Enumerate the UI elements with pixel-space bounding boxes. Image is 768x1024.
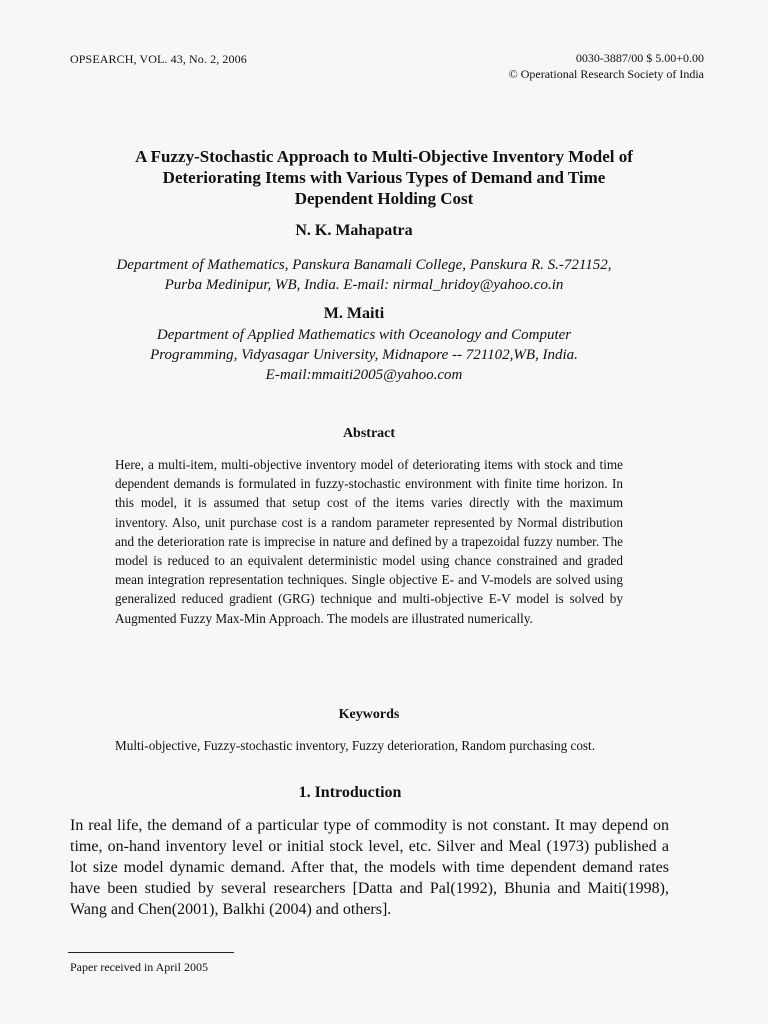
affiliation-line: Department of Applied Mathematics with Oceanology and Computer: [156, 327, 572, 343]
introduction-heading: 1. Introduction: [298, 784, 402, 801]
keywords-text: Multi-objective, Fuzzy-stochastic inventory, Fuzzy deterioration, Random purchasing cost.: [115, 738, 596, 753]
keywords-heading: Keywords: [338, 707, 400, 722]
author-affiliation: [40, 255, 688, 295]
abstract-text: Here, a multi-item, multi-objective inventory model of deteriorating items with stock and time dependent demands is formulated in fuzzy-stochastic environment with finite time horizon. In this model, it is assumed that setup cost of the items varies directly with the maximum inventory. Also, unit purchase cost is a random parameter represented by Normal distribution and the deterioration rate is imprecise in nature and defined by a trapezoidal fuzzy number. The model is reduced to an equivalent deterministic model using chance constrained and graded mean integration representation techniques. Single objective E- and V-models are solved using generalized reduced gradient (GRG) technique and multi-objective E-V model is solved by Augmented Fuzzy Max-Min Approach. The models are illustrated numerically.: [115, 457, 623, 626]
affiliation-line: Department of Mathematics, Panskura Banamali College, Panskura R. S.-721152,: [116, 257, 612, 273]
publisher-header: [509, 50, 704, 82]
paper-title: [60, 146, 708, 209]
abstract-heading: Abstract: [342, 426, 396, 441]
issn-line: 0030-3887/00 $ 5.00+0.00: [575, 51, 704, 65]
title-line: Deteriorating Items with Various Types of Demand and Time: [162, 168, 606, 187]
title-line: A Fuzzy-Stochastic Approach to Multi-Objective Inventory Model of: [135, 147, 633, 166]
journal-header: OPSEARCH, VOL. 43, No. 2, 2006: [70, 52, 247, 66]
affiliation-line: Purba Medinipur, WB, India. E-mail: nirmal_hridoy@yahoo.co.in: [164, 277, 564, 293]
footnote-divider: [68, 952, 234, 953]
copyright-line: © Operational Research Society of India: [508, 67, 704, 81]
affiliation-line: Programming, Vidyasagar University, Midnapore -- 721102,WB, India.: [150, 347, 578, 363]
author-name: M. Maiti: [323, 305, 385, 322]
author-name: N. K. Mahapatra: [295, 222, 413, 239]
title-line: Dependent Holding Cost: [294, 189, 474, 208]
footnote: Paper received in April 2005: [70, 960, 208, 974]
introduction-text: In real life, the demand of a particular type of commodity is not constant. It may depend on time, on-hand inventory level or initial stock level, etc. Silver and Meal (1973) published a lot size model dynamic demand. After that, the models with time dependent demand rates have been studied by several researchers [Datta and Pal(1992), Bhunia and Maiti(1998), Wang and Chen(2001), Balkhi (2004) and others].: [70, 817, 669, 918]
author-affiliation: [40, 325, 688, 385]
affiliation-line: E-mail:mmaiti2005@yahoo.com: [265, 367, 463, 383]
